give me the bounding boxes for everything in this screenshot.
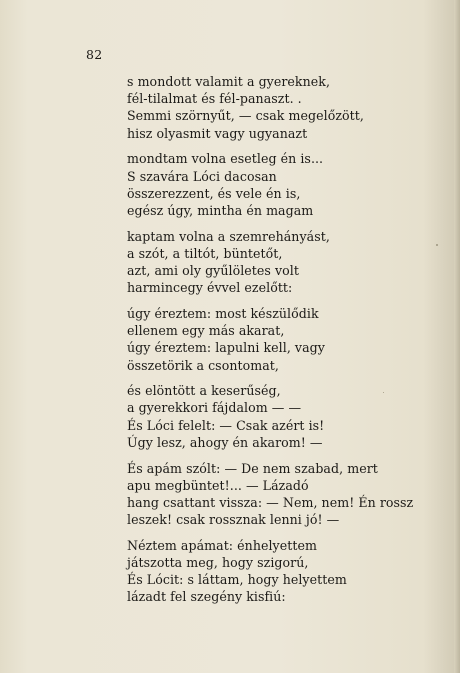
poem-line: apu megbüntet!... — Lázadó (127, 477, 309, 493)
page-edge-shadow (454, 0, 460, 673)
poem-line: Néztem apámat: énhelyettem (127, 537, 317, 553)
poem-line: a gyerekkori fájdalom — — (127, 400, 302, 416)
poem-line: úgy éreztem: lapulni kell, vagy (127, 340, 325, 356)
poem-line: ellenem egy más akarat, (127, 323, 285, 339)
poem-line: S szavára Lóci dacosan (127, 168, 277, 184)
poem-line: Úgy lesz, ahogy én akarom! — (127, 434, 323, 450)
stanza-4 (127, 305, 427, 374)
page-number: 82 (86, 47, 103, 62)
stanza-3 (127, 228, 427, 297)
paper-speck (383, 392, 384, 393)
poem-line: lázadt fel szegény kisfiú: (127, 589, 286, 605)
poem-line: hisz olyasmit vagy ugyanazt (127, 125, 308, 141)
poem-body (127, 73, 427, 614)
stanza-2 (127, 150, 427, 219)
poem-line: Semmi szörnyűt, — csak megelőzött, (127, 108, 364, 124)
poem-line: És apám szólt: — De nem szabad, mert (127, 460, 378, 476)
poem-line: úgy éreztem: most készülődik (127, 305, 319, 321)
poem-line: s mondott valamit a gyereknek, (127, 74, 331, 89)
poem-line: harmincegy évvel ezelőtt: (127, 280, 293, 296)
poem-line: összetörik a csontomat, (127, 357, 279, 373)
poem-line: És Lóci felelt: — Csak azért is! (127, 417, 325, 433)
poem-line: azt, ami oly gyűlöletes volt (127, 263, 299, 279)
poem-line: leszek! csak rossznak lenni jó! — (127, 512, 340, 528)
poem-line: mondtam volna esetleg én is... (127, 151, 324, 167)
paper-speck (436, 244, 438, 246)
stanza-1 (127, 73, 427, 142)
poem-line: egész úgy, mintha én magam (127, 202, 314, 218)
poem-line: hang csattant vissza: — Nem, nem! Én rossz (127, 494, 414, 510)
poem-line: a szót, a tiltót, büntetőt, (127, 245, 283, 261)
poem-line: És Lócit: s láttam, hogy helyettem (127, 572, 347, 588)
poem-line: játszotta meg, hogy szigorú, (127, 555, 309, 571)
poem-line: összerezzent, és vele én is, (127, 185, 301, 201)
stanza-5 (127, 382, 427, 451)
poem-line: és elöntött a keserűség, (127, 383, 281, 399)
poem-line: kaptam volna a szemrehányást, (127, 228, 330, 244)
poem-line: fél-tilalmat és fél-panaszt. . (127, 91, 302, 107)
stanza-7 (127, 537, 427, 606)
stanza-6 (127, 460, 427, 529)
